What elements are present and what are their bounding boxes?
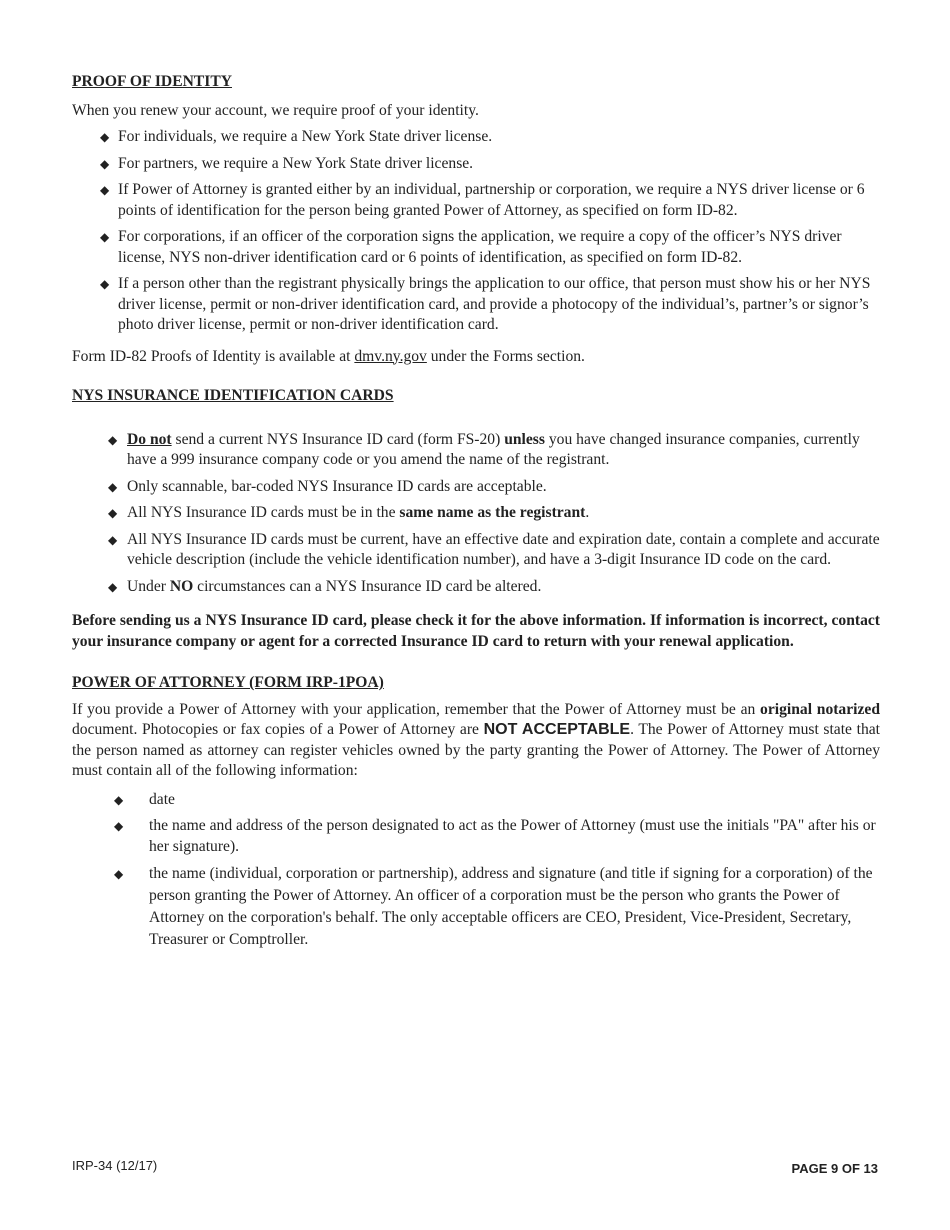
- diamond-bullet-icon: ◆: [114, 792, 124, 807]
- proof-of-identity-intro: When you renew your account, we require proof of your identity.: [72, 101, 479, 119]
- power-of-attorney-heading: POWER OF ATTORNEY (FORM IRP-1POA): [72, 674, 384, 691]
- list-item: ◆ All NYS Insurance ID cards must be current, have an effective date and expiration date, contain a complete and accurate vehicle description (include the vehicle identification number), and have a 3-digit Insurance ID code on the card.: [108, 530, 880, 568]
- list-item: ◆ Under NO circumstances can a NYS Insurance ID card be altered.: [72, 577, 880, 598]
- proof-of-identity-list: [72, 127, 880, 336]
- list-item: ◆ For corporations, if an officer of the corporation signs the application, we require a copy of the officer’s NYS driver license, NYS non-driver identification card or 6 points of identification, as specified on form ID-82.: [100, 228, 842, 266]
- power-of-attorney-paragraph: If you provide a Power of Attorney with your application, remember that the Power of Attorney must be an original notarized document. Photocopies or fax copies of a Power of Attorney are NOT ACCEPTABLE. The Power of Attorney must state that the person named as attorney can register vehicles owned by the party granting the Power of Attorney. The Power of Attorney must contain all of the following information:: [72, 700, 880, 779]
- list-item: ◆ All NYS Insurance ID cards must be in the same name as the registrant.: [72, 503, 880, 524]
- page-number: PAGE 9 OF 13: [791, 1161, 878, 1176]
- insurance-list: [72, 430, 880, 598]
- diamond-bullet-icon: ◆: [100, 130, 110, 144]
- list-item: ◆ the name (individual, corporation or partnership), address and signature (and title if signing for a corporation) of the person granting the Power of Attorney. An officer of a corporation must be the person who grants the Power of Attorney on the corporation's behalf. The only acceptable officers are CEO, President, Vice-President, Secretary, Treasurer or Comptroller.: [114, 865, 873, 948]
- diamond-bullet-icon: ◆: [100, 156, 110, 171]
- diamond-bullet-icon: ◆: [100, 230, 110, 244]
- list-item: ◆ Do not send a current NYS Insurance ID card (form FS-20) unless you have changed insurance companies, currently have a 999 insurance company code or you amend the name of the registrant.: [108, 430, 860, 468]
- diamond-bullet-icon: ◆: [108, 479, 118, 494]
- list-item: ◆ the name and address of the person designated to act as the Power of Attorney (must use the initials "PA" after his or her signature).: [114, 817, 876, 855]
- diamond-bullet-icon: ◆: [108, 506, 118, 520]
- power-of-attorney-list: [72, 790, 880, 952]
- proof-of-identity-heading: PROOF OF IDENTITY: [72, 73, 232, 90]
- list-item: ◆ If a person other than the registrant physically brings the application to our office, that person must show his or her NYS driver license, permit or non-driver identification card, and provide a photocopy of the individual’s, partner’s or signor’s photo driver license, permit or non-driver identification card.: [100, 275, 871, 333]
- document-page: [72, 72, 880, 957]
- list-item: ◆ date: [72, 790, 880, 811]
- form-id-footer: IRP-34 (12/17): [72, 1158, 158, 1173]
- list-item: ◆ If Power of Attorney is granted either by an individual, partnership or corporation, we require a NYS driver license or 6 points of identification for the person being granted Power of Attorney, as specified on form ID-82.: [100, 181, 865, 219]
- diamond-bullet-icon: ◆: [114, 867, 124, 881]
- list-item: ◆ For partners, we require a New York State driver license.: [72, 154, 880, 175]
- diamond-bullet-icon: ◆: [108, 579, 118, 594]
- form-id82-note: Form ID-82 Proofs of Identity is available at dmv.ny.gov under the Forms section.: [72, 347, 585, 365]
- list-item: ◆ For individuals, we require a New York State driver license.: [72, 127, 880, 148]
- diamond-bullet-icon: ◆: [100, 277, 110, 291]
- diamond-bullet-icon: ◆: [100, 183, 110, 197]
- dmv-website-link[interactable]: dmv.ny.gov: [354, 347, 427, 365]
- insurance-check-note: Before sending us a NYS Insurance ID card, please check it for the above information. If information is incorrect, contact your insurance company or agent for a corrected Insurance ID card to return with your renewal application.: [72, 612, 880, 650]
- diamond-bullet-icon: ◆: [108, 532, 118, 547]
- list-item: ◆ Only scannable, bar-coded NYS Insurance ID cards are acceptable.: [72, 477, 880, 498]
- diamond-bullet-icon: ◆: [114, 819, 124, 833]
- insurance-cards-heading: NYS INSURANCE IDENTIFICATION CARDS: [72, 387, 394, 404]
- diamond-bullet-icon: ◆: [108, 432, 118, 447]
